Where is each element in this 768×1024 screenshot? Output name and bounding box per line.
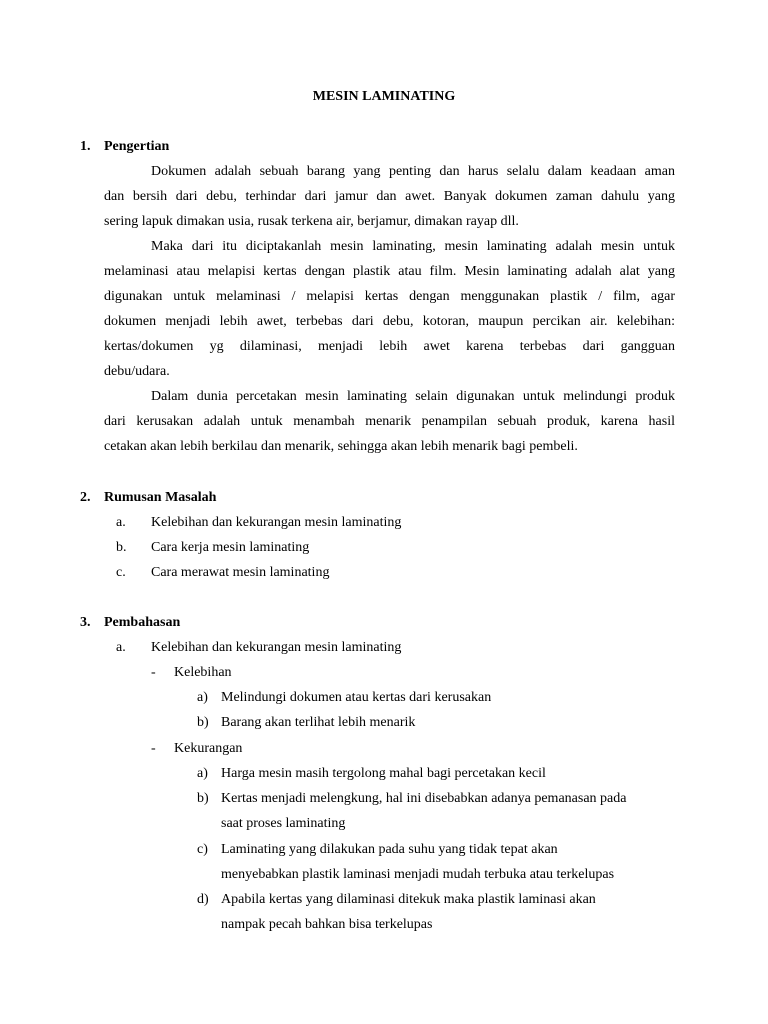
point-text: Barang akan terlihat lebih menarik — [221, 715, 416, 730]
paragraph-line: digunakan untuk melaminasi / melapisi kertas dengan menggunakan plastik / film, agar — [104, 289, 675, 304]
list-marker: a. — [116, 640, 126, 655]
paragraph-line: cetakan akan lebih berkilau dan menarik, sehingga akan lebih menarik bagi pembeli. — [104, 439, 578, 454]
point-marker: a) — [197, 690, 208, 705]
group-label-kekurangan: Kekurangan — [174, 741, 243, 756]
point-marker: b) — [197, 791, 209, 806]
point-text: nampak pecah bahkan bisa terkelupas — [221, 917, 433, 932]
section-heading-rumusan-masalah: Rumusan Masalah — [104, 490, 217, 505]
document-title: MESIN LAMINATING — [312, 89, 456, 104]
paragraph-line: Maka dari itu diciptakanlah mesin laminating, mesin laminating adalah mesin untuk — [151, 239, 675, 254]
point-text: Apabila kertas yang dilaminasi ditekuk maka plastik laminasi akan — [221, 892, 596, 907]
paragraph-line: Dalam dunia percetakan mesin laminating selain digunakan untuk melindungi produk — [151, 389, 675, 404]
list-item: Cara merawat mesin laminating — [151, 565, 330, 580]
paragraph-line: debu/udara. — [104, 364, 170, 379]
point-marker: c) — [197, 842, 208, 857]
section-heading-pembahasan: Pembahasan — [104, 615, 181, 630]
paragraph-line: dokumen menjadi lebih awet, terbebas dari debu, kotoran, maupun percikan air. kelebihan: — [104, 314, 675, 329]
list-marker: c. — [116, 565, 126, 580]
paragraph-line: dari kerusakan adalah untuk menambah menarik penampilan sebuah produk, karena hasil — [104, 414, 675, 429]
point-text: Harga mesin masih tergolong mahal bagi percetakan kecil — [221, 766, 546, 781]
group-label-kelebihan: Kelebihan — [174, 665, 232, 680]
point-text: Melindungi dokumen atau kertas dari kerusakan — [221, 690, 492, 705]
list-item: Kelebihan dan kekurangan mesin laminating — [151, 640, 402, 655]
point-text: Laminating yang dilakukan pada suhu yang tidak tepat akan — [221, 842, 558, 857]
point-text: Kertas menjadi melengkung, hal ini disebabkan adanya pemanasan pada — [221, 791, 627, 806]
point-text: menyebabkan plastik laminasi menjadi mudah terbuka atau terkelupas — [221, 867, 615, 882]
section-heading-pengertian: Pengertian — [104, 139, 170, 154]
section-number: 2. — [80, 490, 91, 505]
list-marker: b. — [116, 540, 127, 555]
point-marker: a) — [197, 766, 208, 781]
paragraph-line: melaminasi atau melapisi kertas dengan plastik atau film. Mesin laminating adalah alat yang — [104, 264, 675, 279]
list-marker: a. — [116, 515, 126, 530]
paragraph-line: Dokumen adalah sebuah barang yang penting dan harus selalu dalam keadaan aman — [151, 164, 675, 179]
paragraph-line: sering lapuk dimakan usia, rusak terkena air, berjamur, dimakan rayap dll. — [104, 214, 519, 229]
list-item: Kelebihan dan kekurangan mesin laminating — [151, 515, 402, 530]
section-number: 1. — [80, 139, 91, 154]
list-item: Cara kerja mesin laminating — [151, 540, 310, 555]
point-marker: d) — [197, 892, 209, 907]
point-text: saat proses laminating — [221, 816, 346, 831]
section-number: 3. — [80, 615, 91, 630]
paragraph-line: dan bersih dari debu, terhindar dari jamur dan awet. Banyak dokumen zaman dahulu yang — [104, 189, 675, 204]
dash-marker: - — [151, 665, 156, 680]
point-marker: b) — [197, 715, 209, 730]
dash-marker: - — [151, 741, 156, 756]
paragraph-line: kertas/dokumen yg dilaminasi, menjadi lebih awet karena terbebas dari gangguan — [104, 339, 675, 354]
